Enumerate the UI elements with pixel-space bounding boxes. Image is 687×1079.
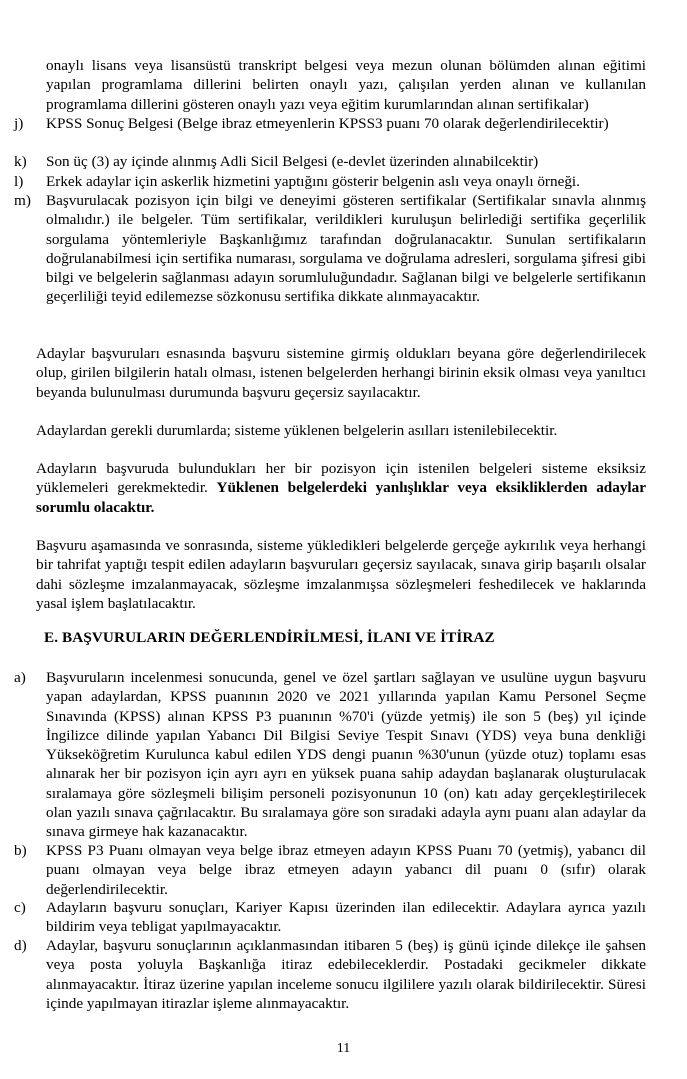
- list-item-k: Son üç (3) ay içinde alınmış Adli Sicil Belgesi (e-devlet üzerinden alınabilcektir): [46, 153, 539, 170]
- list-label-l: l): [14, 173, 24, 190]
- list-label-c: c): [14, 899, 26, 916]
- list-item-m: Başvurulacak pozisyon için bilgi ve deneyimi gösteren sertifikalar (Sertifikalar sınavla alınmış olmalıdır.) ile belgeler. Tüm sertifikalar, verildikleri kuruluşun belirlediği sertifika geçerlilik sorgulama yöntemleriyle Başkanlığımız tarafından doğrulanacaktır. Sunulan sertifikaların doğrulanabilmesi için sertifika numarası, sorgulama ve doğrulama adresleri, sorgulama şifresi gibi bilgi ve belgelerin sağlanması adayın sorumluluğundadır. Sağlanan bilgi ve belgelerle sertifikanın geçerliliği teyid edilemezse sözkonusu sertifika dikkate alınmayacaktır.: [46, 192, 646, 306]
- paragraph-upload-bold: Yüklenen belgelerdeki yanlışlıklar veya eksikliklerden adaylar sorumlu olacaktır.: [36, 479, 646, 516]
- list-item-b: KPSS P3 Puanı olmayan veya belge ibraz etmeyen adayın KPSS Puanı 70 (yetmiş), yabancı dil puanı olmayan veya belge ibraz etmeyen adayın yabancı dil puanı 0 (sıfır) olarak değerlendirilecektir.: [46, 842, 646, 898]
- paragraph-declaration: Adaylar başvuruları esnasında başvuru sistemine girmiş oldukları beyana göre değerlendirilecek olup, girilen bilgilerin hatalı olması, istenen belgelerden herhangi birinin eksik olması veya yanıltıcı beyanda bulunulması durumunda başvuru geçersiz sayılacaktır.: [36, 345, 646, 401]
- list-item-l: Erkek adaylar için askerlik hizmetini yaptığını gösterir belgenin aslı veya onaylı örneği.: [46, 173, 580, 190]
- paragraph-originals: Adaylardan gerekli durumlarda; sisteme yüklenen belgelerin asılları istenilebilecektir.: [36, 422, 558, 439]
- paragraph-upload: [36, 459, 646, 517]
- list-item-c: Adayların başvuru sonuçları, Kariyer Kapısı üzerinden ilan edilecektir. Adaylara ayrıca yazılı bildirim veya tebligat yapılmayacaktır.: [46, 899, 646, 936]
- list-label-a: a): [14, 669, 26, 686]
- page-number: 11: [336, 1041, 351, 1056]
- paragraph-falsification: Başvuru aşamasında ve sonrasında, sisteme yükledikleri belgelerde gerçeğe aykırılık veya herhangi bir tahrifat yaptığı tespit edilen adayların başvuruları geçersiz sayılacak, sınava girip başarılı olsalar dahi sözleşme imzalanmayacak, sözleşme imzalanmışsa sözleşmeleri feshedilecek ve haklarında yasal işlem başlatılacaktır.: [36, 537, 646, 612]
- list-label-m: m): [14, 192, 31, 209]
- list-label-d: d): [14, 937, 27, 954]
- list-item-j: KPSS Sonuç Belgesi (Belge ibraz etmeyenlerin KPSS3 puanı 70 olarak değerlendirilecektir): [46, 115, 609, 132]
- list-item-d: Adaylar, başvuru sonuçlarının açıklanmasından itibaren 5 (beş) iş günü içinde dilekçe ile şahsen veya posta yoluyla Başkanlığa itiraz edebileceklerdir. Postadaki gecikmeler dikkate alınmayacaktır. İtiraz üzerine yapılan inceleme sonucu ilgililere yazılı olarak bildirilecektir. Süresi içinde yapılmayan itirazlar işleme alınmayacaktır.: [46, 937, 646, 1012]
- section-heading: E. BAŞVURULARIN DEĞERLENDİRİLMESİ, İLANI VE İTİRAZ: [44, 629, 495, 646]
- list-label-b: b): [14, 842, 27, 859]
- list-label-k: k): [14, 153, 27, 170]
- paragraph-upload-text: Adayların başvuruda bulundukları her bir pozisyon için istenilen belgeleri sisteme eksiksiz yüklemeleri gerekmektedir.: [36, 460, 646, 497]
- intro-continuation: onaylı lisans veya lisansüstü transkript belgesi veya mezun olunan bölümden alınan eğitimi yapılan programlama dillerini belirten onaylı yazı, çalışılan yerden alınan ve kullanılan programlama dillerini gösteren onaylı yazı veya eğitim kurumlarından alınan sertifikalar): [46, 57, 646, 113]
- list-item-a: Başvuruların incelenmesi sonucunda, genel ve özel şartları sağlayan ve usulüne uygun başvuru yapan adaylardan, KPSS puanının 2020 ve 2021 yıllarında yapılan Kamu Personel Seçme Sınavında (KPSS) alınan KPSS P3 puanının %70'i (yüzde yetmiş) ile son 5 (beş) yıl içinde İngilizce dilinde yapılan Yabancı Dil Bilgisi Seviye Tespit Sınavı (YDS) veya buna denkliği Yükseköğretim Kurulunca kabul edilen YDS dengi puanın %30'unun (yüzde otuz) toplamı esas alınarak her bir pozisyon için ayrı ayrı en yüksek puana sahip adaydan başlanarak oluşturulacak sıralamaya göre sözleşmeli bilişim personeli pozisyonunun 10 (on) katı aday gerçekleştirilecek olan yazılı sınava çağrılacaktır. Bu sıralamaya göre son sıradaki adayla aynı puanı alan adaylar da sınava girmeye hak kazanacaktır.: [46, 669, 646, 841]
- list-label-j: j): [14, 115, 24, 132]
